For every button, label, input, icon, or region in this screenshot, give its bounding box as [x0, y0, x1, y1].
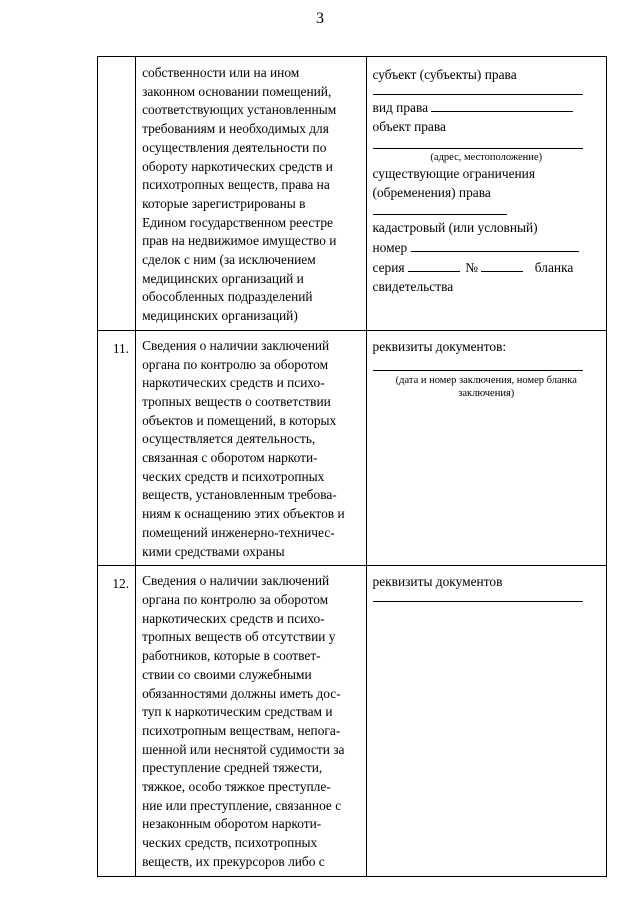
fill-line	[431, 97, 573, 112]
row-requisites	[366, 57, 607, 331]
right-type-row	[373, 97, 601, 117]
fill-line	[373, 356, 583, 371]
desc-line: кими средствами охраны	[142, 543, 285, 559]
desc-line: обязанностями должны иметь дос-	[142, 685, 341, 701]
desc-line: законном основании помещений,	[142, 83, 332, 99]
row-number: 12.	[98, 566, 136, 876]
desc-line: помещений инженерно-техничес-	[142, 524, 335, 540]
table-row	[98, 57, 607, 331]
fill-line	[408, 257, 460, 272]
desc-line: медицинских организаций)	[142, 308, 298, 324]
desc-line: веществ, их прекурсоров либо с	[142, 853, 325, 869]
row-description	[136, 566, 366, 876]
subject-label: субъект (субъекты) права	[372, 67, 517, 82]
cadastral-number-row	[373, 237, 601, 257]
desc-line: связанная с оборотом наркоти-	[142, 450, 318, 466]
address-note: (адрес, местоположение)	[430, 152, 543, 163]
certificate-label: свидетельства	[372, 279, 454, 294]
row-number: 11.	[98, 330, 136, 565]
desc-line: ческих средств, психотропных	[142, 835, 318, 851]
desc-line: осуществляется деятельность,	[142, 431, 316, 447]
fill-line	[373, 84, 583, 95]
row-requisites	[366, 330, 607, 565]
date-number-note: (дата и номер заключения, номер бланка	[395, 374, 577, 386]
document-table	[97, 56, 607, 877]
desc-line: ниям к оснащению этих объектов и	[142, 506, 345, 522]
requisites-label: реквизиты документов	[372, 574, 503, 590]
desc-line: обособленных подразделений	[142, 289, 313, 305]
page-number: 3	[316, 10, 324, 27]
desc-line: медицинских организаций и	[142, 270, 304, 286]
desc-line: обороту наркотических средств и	[142, 158, 333, 174]
desc-line: туп к наркотическим средствам и	[142, 704, 333, 720]
desc-line: органа по контролю за оборотом	[142, 356, 329, 372]
row-description	[136, 57, 366, 331]
desc-line: наркотических средств и психо-	[142, 375, 325, 391]
object-label: объект права	[372, 119, 446, 134]
right-type-label: вид права	[372, 100, 429, 115]
cadastral-number-label: номер	[372, 240, 408, 255]
fill-line	[373, 202, 507, 215]
desc-line: шенной или неснятой судимости за	[142, 741, 345, 757]
desc-line: ческих средств и психотропных	[142, 468, 325, 484]
blank-label: бланка	[534, 260, 574, 275]
desc-line: ние или преступление, связанное с	[142, 797, 342, 813]
desc-line: осуществления деятельности по	[142, 139, 327, 155]
desc-line: веществ, установленным требова-	[142, 487, 337, 503]
desc-line: тяжкое, особо тяжкое преступле-	[142, 779, 331, 795]
desc-line: тропных веществ о соответствии	[142, 393, 331, 409]
desc-line: объектов и помещений, в которых	[142, 412, 337, 428]
requisites-label: реквизиты документов:	[372, 338, 507, 354]
desc-line: сделок с ним (за исключением	[142, 252, 316, 268]
row-number	[98, 57, 136, 331]
desc-line: психотропных веществ, права на	[142, 177, 330, 193]
desc-line: которые зарегистрированы в	[142, 195, 306, 211]
desc-line: собственности или на ином	[142, 65, 300, 80]
number-sign: №	[465, 260, 479, 275]
desc-line: наркотических средств и психо-	[142, 610, 325, 626]
desc-line: тропных веществ об отсутствии у	[142, 629, 336, 645]
desc-line: работников, которые в соответ-	[142, 648, 321, 664]
desc-line: преступление средней тяжести,	[142, 760, 323, 776]
desc-line: психотропным веществам, непога-	[142, 722, 341, 738]
fill-line	[481, 257, 523, 272]
fill-line	[411, 237, 579, 252]
restrictions-label: существующие ограничения	[372, 166, 536, 181]
row-requisites	[366, 566, 607, 876]
desc-line: Сведения о наличии заключений	[142, 573, 330, 589]
desc-line: требованиям и необходимых для	[142, 121, 329, 137]
fill-line	[373, 136, 583, 149]
desc-line: незаконным оборотом наркоти-	[142, 816, 322, 832]
series-label: серия	[372, 260, 405, 275]
restrictions-label: (обременения) права	[372, 185, 491, 200]
table-row	[98, 566, 607, 876]
desc-line: прав на недвижимое имущество и	[142, 233, 337, 249]
fill-line	[373, 591, 583, 602]
desc-line: Сведения о наличии заключений	[142, 337, 330, 353]
desc-line: органа по контролю за оборотом	[142, 591, 329, 607]
desc-line: соответствующих установленным	[142, 102, 337, 118]
table-row	[98, 330, 607, 565]
series-row	[373, 257, 601, 277]
date-number-note: заключения)	[458, 387, 515, 399]
desc-line: ствии со своими служебными	[142, 666, 312, 682]
desc-line: Едином государственном реестре	[142, 214, 333, 230]
row-description	[136, 330, 366, 565]
cadastral-label: кадастровый (или условный)	[372, 220, 538, 235]
